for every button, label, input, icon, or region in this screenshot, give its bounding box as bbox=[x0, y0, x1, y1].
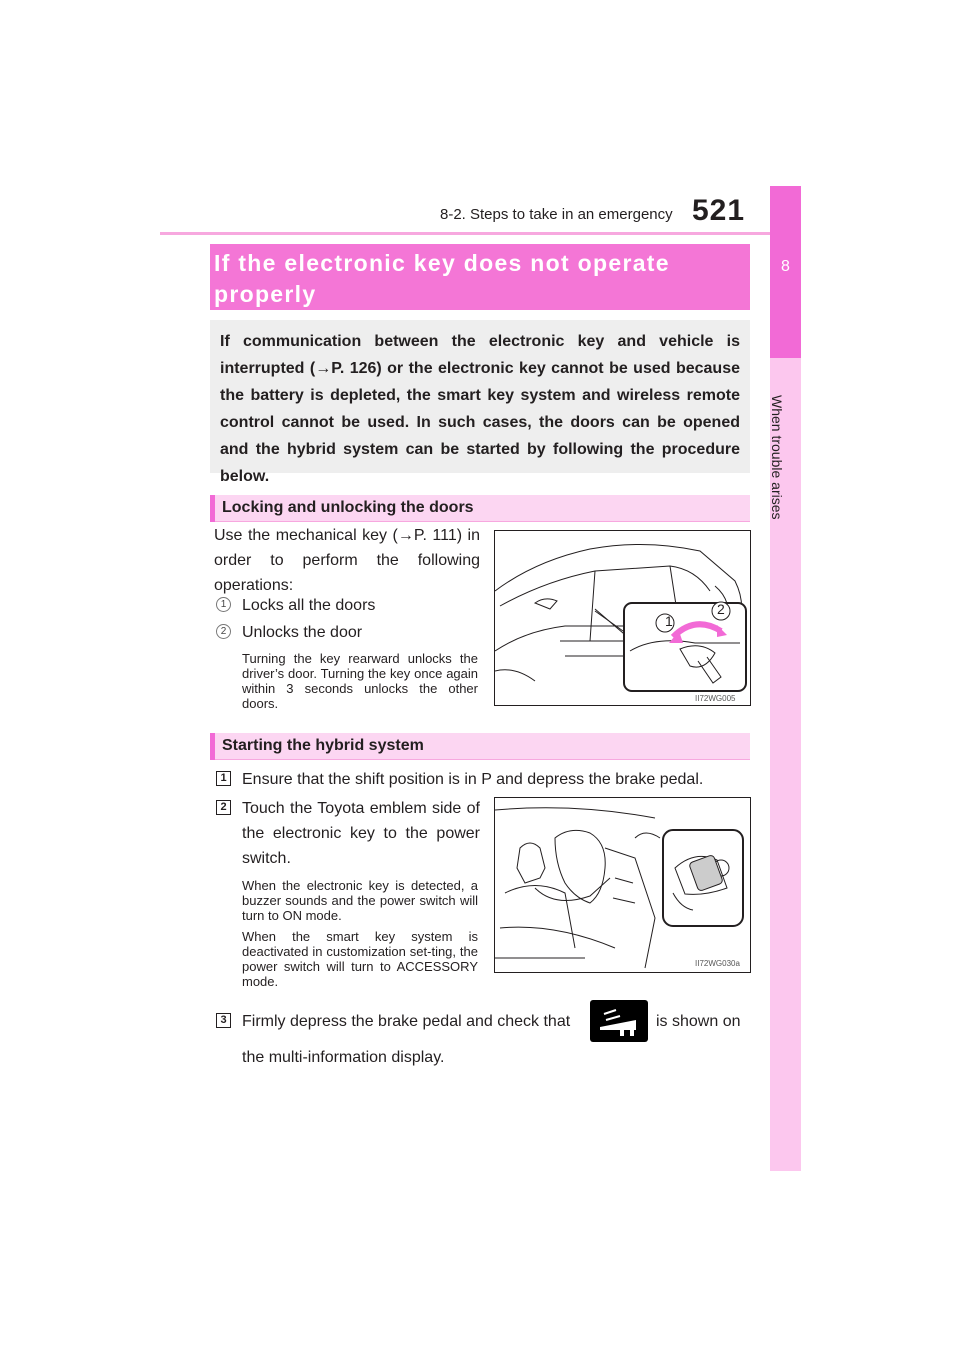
interior-drawing bbox=[495, 798, 750, 972]
step-text: Touch the Toyota emblem side of the electronic key to the power switch. bbox=[242, 800, 480, 867]
power-switch-illustration bbox=[494, 797, 751, 973]
brake-pedal-glyph bbox=[590, 1000, 648, 1042]
item-number: 1 bbox=[216, 597, 231, 612]
step-note: When the electronic key is detected, a buzzer sounds and the power switch will turn to ON mode. bbox=[242, 878, 478, 923]
chapter-title: When trouble arises bbox=[769, 395, 785, 520]
section-header: 8-2. Steps to take in an emergency bbox=[440, 206, 673, 223]
page-title-line2: properly bbox=[214, 281, 317, 307]
section-heading-marker bbox=[210, 495, 215, 522]
step-number: 3 bbox=[216, 1013, 231, 1028]
step-text-before-icon: Firmly depress the brake pedal and check that bbox=[242, 1013, 571, 1030]
section-heading-hybrid-label: Starting the hybrid system bbox=[222, 737, 424, 754]
car-door-drawing bbox=[495, 531, 750, 705]
step-number: 1 bbox=[216, 771, 231, 786]
page-number: 521 bbox=[692, 194, 746, 227]
header-rule bbox=[160, 232, 800, 235]
brake-pedal-indicator-icon bbox=[590, 1000, 648, 1042]
intro-text: If communication between the electronic key and vehicle is interrupted (→P. 126) or the electronic key cannot be used because the battery is depleted, the smart key system and wireless remote control cannot be used. In such cases, the doors can be opened and the hybrid system can be started by following the procedure below. bbox=[220, 333, 740, 485]
doors-body: Use the mechanical key (→P. 111) in order to perform the following operations: bbox=[214, 527, 480, 594]
page-title bbox=[214, 248, 744, 310]
figure-callout-1: 1 bbox=[665, 613, 673, 629]
page-title-line1: If the electronic key does not operate bbox=[214, 250, 670, 276]
figure-code: II72WG030a bbox=[695, 959, 740, 968]
chapter-number: 8 bbox=[781, 258, 790, 275]
step-text-line2: the multi-information display. bbox=[242, 1049, 445, 1066]
item-text: Locks all the doors bbox=[242, 597, 376, 614]
door-key-illustration bbox=[494, 530, 751, 706]
section-heading-marker bbox=[210, 733, 215, 760]
unlock-note: Turning the key rearward unlocks the driver’s door. Turning the key once again within 3 seconds unlocks the other doors. bbox=[242, 651, 478, 711]
step-number: 2 bbox=[216, 800, 231, 815]
figure-callout-2: 2 bbox=[717, 601, 725, 617]
item-text: Unlocks the door bbox=[242, 624, 363, 641]
section-heading-doors-label: Locking and unlocking the doors bbox=[222, 499, 474, 516]
item-number: 2 bbox=[216, 624, 231, 639]
step-note: When the smart key system is deactivated in customization set-ting, the power switch will turn to ACCESSORY mode. bbox=[242, 929, 478, 989]
step-text-after-icon: is shown on bbox=[656, 1013, 741, 1030]
step-text: Ensure that the shift position is in P and depress the brake pedal. bbox=[242, 771, 704, 788]
figure-code: II72WG005 bbox=[695, 694, 736, 703]
